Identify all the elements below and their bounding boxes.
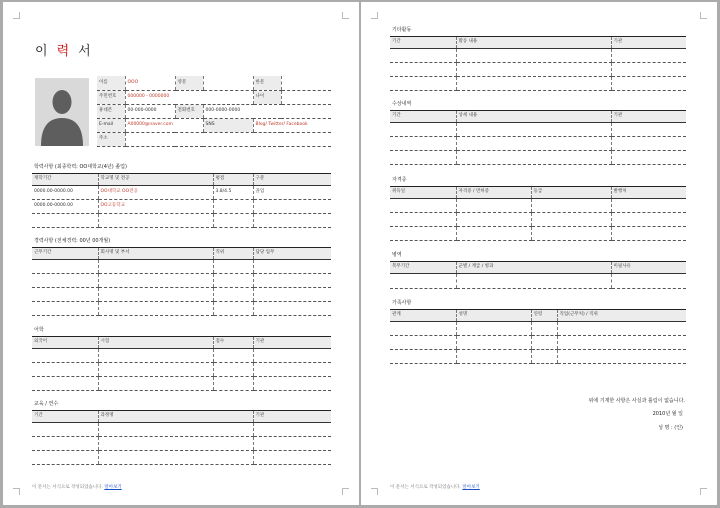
table-cell[interactable] [32, 260, 98, 274]
table-cell[interactable] [557, 350, 686, 364]
table-row [32, 349, 331, 363]
table-cell[interactable] [213, 200, 253, 214]
table-cell[interactable] [611, 213, 686, 227]
column-header: 근무기간 [32, 248, 98, 260]
column-header: 기관 [611, 111, 686, 123]
table-cell[interactable] [253, 200, 331, 214]
table-row [32, 302, 331, 316]
table-row [390, 213, 686, 227]
column-header: 기관 [253, 337, 331, 349]
phone-label: 전화번호 [175, 104, 203, 118]
table-cell[interactable] [32, 363, 98, 377]
table-cell[interactable] [456, 274, 611, 289]
table-cell[interactable] [390, 227, 456, 241]
table-cell[interactable] [98, 214, 213, 228]
table-cell[interactable] [390, 213, 456, 227]
table-cell[interactable] [98, 288, 213, 302]
phone-field[interactable]: 000-0000-0000 [203, 104, 331, 118]
table-cell[interactable] [390, 137, 456, 151]
hanja-name-field[interactable] [281, 76, 331, 90]
training-table [32, 410, 331, 465]
table-cell[interactable]: OO고등학교 [98, 200, 213, 214]
profile-photo-placeholder[interactable] [35, 78, 89, 146]
table-cell[interactable] [456, 322, 531, 336]
table-cell[interactable] [32, 451, 98, 465]
table-cell[interactable] [557, 336, 686, 350]
table-row [32, 451, 331, 465]
table-cell[interactable] [611, 151, 686, 165]
crop-mark [13, 488, 20, 495]
person-silhouette-icon [35, 78, 89, 146]
crop-mark [371, 488, 378, 495]
table-cell[interactable] [456, 137, 611, 151]
table-cell[interactable] [531, 213, 611, 227]
table-cell[interactable] [253, 437, 331, 451]
table-cell[interactable]: 3.8/4.5 [213, 186, 253, 200]
resume-page-2 [361, 2, 717, 505]
table-row [390, 336, 686, 350]
rrn-field[interactable]: 000000 - 0000000 [125, 90, 253, 104]
column-header: 학교명 및 전공 [98, 174, 213, 186]
table-cell[interactable] [611, 199, 686, 213]
table-cell[interactable] [531, 199, 611, 213]
column-header: 기관 [611, 37, 686, 49]
table-cell[interactable] [98, 451, 253, 465]
table-cell[interactable] [98, 423, 253, 437]
address-field[interactable] [125, 132, 331, 146]
table-cell[interactable] [213, 302, 253, 316]
table-cell[interactable] [390, 151, 456, 165]
resume-title [35, 40, 100, 59]
column-header: 회사명 및 부서 [98, 248, 213, 260]
table-row [32, 377, 331, 391]
table-row [390, 49, 686, 63]
hanja-name-label: 한문 [253, 76, 281, 90]
military-section-title: 병역 [392, 252, 402, 258]
column-header: 관계 [390, 310, 456, 322]
table-row [390, 227, 686, 241]
column-header: 과정명 [98, 411, 253, 423]
column-header: 직위 [213, 248, 253, 260]
column-header: 기관 [253, 411, 331, 423]
table-cell[interactable] [456, 77, 611, 91]
table-cell[interactable] [390, 336, 456, 350]
military-table [390, 261, 686, 289]
table-cell[interactable] [531, 227, 611, 241]
table-row [390, 151, 686, 165]
column-header: 기간 [32, 411, 98, 423]
table-cell[interactable] [611, 123, 686, 137]
column-header: 외국어 [32, 337, 98, 349]
title-char: 서 [78, 44, 100, 59]
title-char: 력 [56, 44, 79, 59]
table-cell[interactable] [531, 350, 557, 364]
table-cell[interactable] [611, 49, 686, 63]
column-header: 시험 [98, 337, 213, 349]
table-row [32, 423, 331, 437]
column-header: 등급 [531, 187, 611, 199]
table-cell[interactable] [98, 437, 253, 451]
table-row [32, 214, 331, 228]
english-name-field[interactable] [203, 76, 253, 90]
table-cell[interactable] [253, 349, 331, 363]
crop-mark [342, 488, 349, 495]
table-cell[interactable] [611, 274, 686, 289]
crop-mark [700, 12, 707, 19]
title-char: 이 [35, 44, 57, 59]
table-cell[interactable] [611, 77, 686, 91]
table-row [390, 123, 686, 137]
mobile-field[interactable]: 00-000-0000 [125, 104, 175, 118]
table-cell[interactable] [456, 227, 531, 241]
career-table [32, 247, 331, 316]
table-cell[interactable] [456, 213, 531, 227]
table-cell[interactable] [32, 302, 98, 316]
crop-mark [342, 12, 349, 19]
table-cell[interactable] [456, 199, 531, 213]
column-header: 발행처 [611, 187, 686, 199]
table-row [390, 77, 686, 91]
table-cell[interactable] [253, 288, 331, 302]
personal-info-table [97, 76, 331, 147]
table-cell[interactable] [253, 274, 331, 288]
table-cell[interactable] [32, 274, 98, 288]
awards-section-title: 수상내역 [392, 101, 412, 107]
table-cell[interactable] [253, 377, 331, 391]
certificates-section-title: 자격증 [392, 177, 407, 183]
table-row [32, 363, 331, 377]
table-row [32, 274, 331, 288]
footer-text: 이 문서는 서식으로 작성되었습니다. [390, 485, 461, 490]
column-header: 연령 [531, 310, 557, 322]
column-header: 기간 [390, 111, 456, 123]
table-cell[interactable]: 0000.00-0000.00 [32, 200, 98, 214]
name-label: 이름 [97, 76, 125, 90]
column-header: 구분 [253, 174, 331, 186]
column-header: 평점 [213, 174, 253, 186]
table-cell[interactable] [390, 123, 456, 137]
table-cell[interactable] [213, 377, 253, 391]
date-line[interactable]: 2010년 월 일 [652, 411, 683, 417]
table-row [32, 288, 331, 302]
name-field[interactable]: OOO [125, 76, 175, 90]
column-header: 직업(근무처) / 직위 [557, 310, 686, 322]
family-table [390, 309, 686, 364]
table-cell[interactable] [456, 336, 531, 350]
table-cell[interactable] [213, 349, 253, 363]
table-cell[interactable] [611, 137, 686, 151]
table-cell[interactable] [456, 123, 611, 137]
table-row [32, 437, 331, 451]
table-cell[interactable] [98, 302, 213, 316]
activities-table [390, 36, 686, 91]
table-cell[interactable] [98, 377, 213, 391]
signature-line[interactable]: 성 명 : (인) [658, 425, 683, 431]
table-cell[interactable] [456, 151, 611, 165]
column-header: 상세 내용 [456, 111, 611, 123]
email-field[interactable]: A00000@naver.com [125, 118, 203, 132]
education-table [32, 173, 331, 228]
table-cell[interactable]: OO대학교 OO전공 [98, 186, 213, 200]
table-cell[interactable] [98, 260, 213, 274]
table-cell[interactable] [213, 214, 253, 228]
table-cell[interactable] [456, 63, 611, 77]
table-cell[interactable] [32, 288, 98, 302]
language-table [32, 336, 331, 391]
table-cell[interactable] [456, 49, 611, 63]
table-cell[interactable] [531, 322, 557, 336]
table-cell[interactable] [98, 274, 213, 288]
table-cell[interactable] [32, 423, 98, 437]
table-cell[interactable] [213, 274, 253, 288]
column-header: 복무기간 [390, 262, 456, 274]
table-cell[interactable] [253, 214, 331, 228]
column-header: 기간 [390, 37, 456, 49]
table-cell[interactable] [390, 49, 456, 63]
table-cell[interactable] [390, 322, 456, 336]
table-cell[interactable] [557, 322, 686, 336]
table-cell[interactable] [32, 214, 98, 228]
table-cell[interactable] [390, 350, 456, 364]
table-cell[interactable] [390, 77, 456, 91]
table-cell[interactable] [390, 63, 456, 77]
table-cell[interactable] [32, 377, 98, 391]
sns-field[interactable]: Blog/ Twitter/ Facebook [253, 118, 331, 132]
column-header: 활동 내용 [456, 37, 611, 49]
table-cell[interactable] [390, 274, 456, 289]
table-cell[interactable] [98, 363, 213, 377]
activities-section-title: 기타활동 [392, 27, 412, 33]
table-cell[interactable] [32, 349, 98, 363]
column-header: 미필사유 [611, 262, 686, 274]
table-cell[interactable] [213, 260, 253, 274]
training-section-title: 교육 / 연수 [34, 401, 59, 407]
column-header: 성명 [456, 310, 531, 322]
table-cell[interactable] [456, 350, 531, 364]
column-header: 자격증 / 면허증 [456, 187, 531, 199]
rrn-label: 주민번호 [97, 90, 125, 104]
table-cell[interactable] [611, 63, 686, 77]
family-section-title: 가족사항 [392, 300, 412, 306]
address-label: 주소 [97, 132, 125, 146]
crop-mark [13, 12, 20, 19]
footer-link[interactable]: 알아보기 [462, 485, 480, 490]
age-label: 나이 [253, 90, 281, 104]
email-label: E-mail [97, 118, 125, 132]
resume-page-1 [3, 2, 359, 505]
education-section-title: 학력사항 (최종학력: OO대학교(4년) 졸업) [34, 164, 127, 170]
table-row [390, 63, 686, 77]
table-row [390, 274, 686, 289]
table-cell[interactable] [213, 363, 253, 377]
table-row [390, 137, 686, 151]
table-cell[interactable] [98, 349, 213, 363]
page-footer [390, 484, 480, 490]
language-section-title: 어학 [34, 327, 44, 333]
table-row [32, 186, 331, 200]
mobile-label: 휴대폰 [97, 104, 125, 118]
crop-mark [371, 12, 378, 19]
career-section-title: 경력사항 (전체경력: 00년 00개월) [34, 238, 111, 244]
age-field[interactable] [281, 90, 331, 104]
certificates-table [390, 186, 686, 241]
crop-mark [700, 488, 707, 495]
table-row [32, 200, 331, 214]
table-row [390, 322, 686, 336]
table-cell[interactable] [611, 227, 686, 241]
table-cell[interactable] [253, 302, 331, 316]
table-cell[interactable] [253, 423, 331, 437]
table-cell[interactable]: 0000.00-0000.00 [32, 186, 98, 200]
footer-text: 이 문서는 서식으로 작성되었습니다. [32, 485, 103, 490]
table-row [390, 350, 686, 364]
table-row [32, 260, 331, 274]
sns-label: SNS [203, 118, 253, 132]
table-cell[interactable] [32, 437, 98, 451]
column-header: 재학기간 [32, 174, 98, 186]
column-header: 취득일 [390, 187, 456, 199]
column-header: 담당 업무 [253, 248, 331, 260]
table-cell[interactable] [253, 363, 331, 377]
table-cell[interactable] [253, 260, 331, 274]
table-cell[interactable]: 졸업 [253, 186, 331, 200]
table-cell[interactable] [390, 199, 456, 213]
awards-table [390, 110, 686, 165]
footer-link[interactable]: 알아보기 [104, 485, 122, 490]
table-row [390, 199, 686, 213]
declaration-text: 위에 기재한 사항은 사실과 틀림이 없습니다. [588, 398, 685, 404]
table-cell[interactable] [213, 288, 253, 302]
english-name-label: 영문 [175, 76, 203, 90]
table-cell[interactable] [531, 336, 557, 350]
column-header: 군별 / 계급 / 병과 [456, 262, 611, 274]
column-header: 점수 [213, 337, 253, 349]
table-cell[interactable] [253, 451, 331, 465]
page-footer [32, 484, 122, 490]
